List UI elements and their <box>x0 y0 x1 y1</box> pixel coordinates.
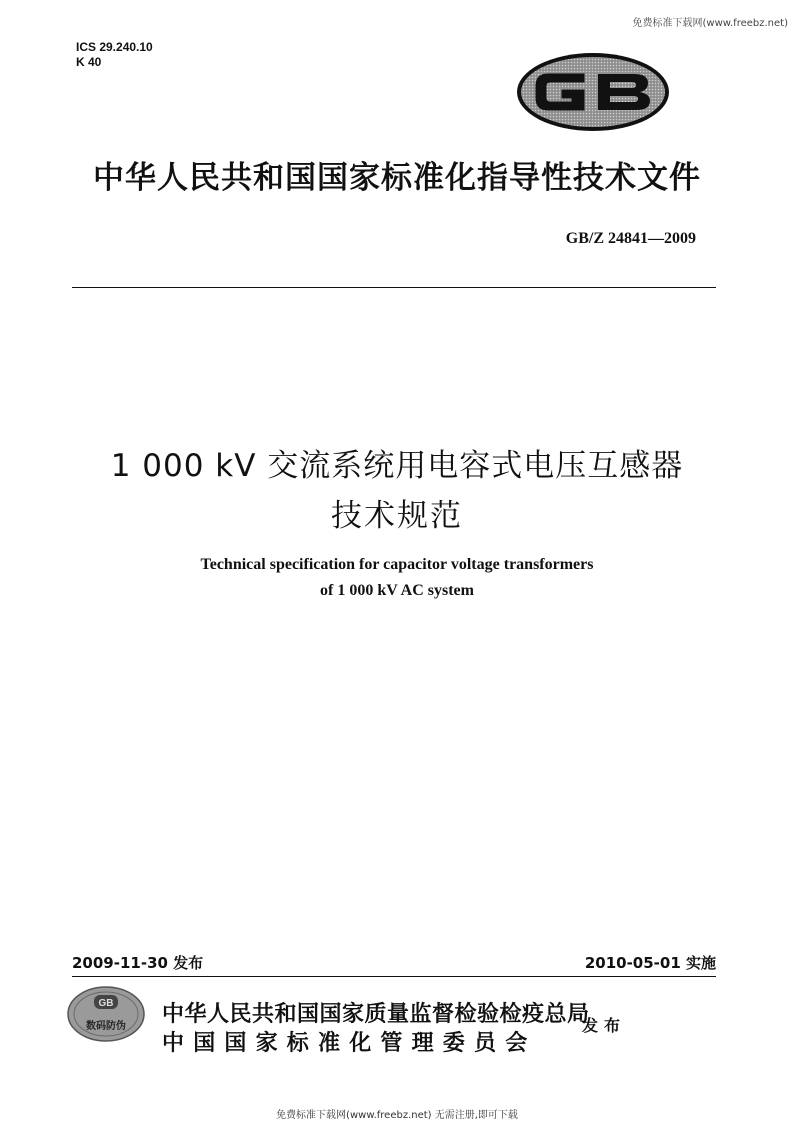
document-title-line2: 技术规范 <box>331 498 463 534</box>
anti-counterfeit-seal <box>66 985 146 1043</box>
issue-date: 2009-11-30 发布 <box>72 954 204 972</box>
issuer-line2: 中国国家标准化管理委员会 <box>162 1031 537 1056</box>
classification-codes <box>76 40 153 70</box>
gb-logo-graphic <box>516 52 670 132</box>
watermark-bottom: 免费标准下载网(www.freebz.net) 无需注册,即可下载 <box>276 1110 518 1121</box>
issuer-line1: 中华人民共和国国家质量监督检验检疫总局 <box>162 1002 590 1027</box>
seal-text: 数码防伪 <box>86 1021 126 1032</box>
standard-category-title: 中华人民共和国国家标准化指导性技术文件 <box>93 160 701 196</box>
document-title-line1: 1 000 kV 交流系统用电容式电压互感器 <box>110 448 684 484</box>
seal-icon <box>66 985 146 1043</box>
ics-code: ICS 29.240.10 <box>76 40 153 54</box>
watermark-top: 免费标准下载网(www.freebz.net) <box>632 18 788 29</box>
svg-text:GB: GB <box>98 998 114 1009</box>
footer-divider <box>72 976 716 977</box>
header-divider <box>72 287 716 288</box>
publish-label: 发布 <box>582 1016 627 1035</box>
ccs-code: K 40 <box>76 55 102 69</box>
implementation-date: 2010-05-01 实施 <box>584 954 716 972</box>
gb-logo <box>516 52 670 132</box>
standard-number: GB/Z 24841—2009 <box>565 230 696 247</box>
english-title-line1: Technical specification for capacitor voltage transformers <box>200 556 594 573</box>
english-title-line2: of 1 000 kV AC system <box>320 582 474 599</box>
